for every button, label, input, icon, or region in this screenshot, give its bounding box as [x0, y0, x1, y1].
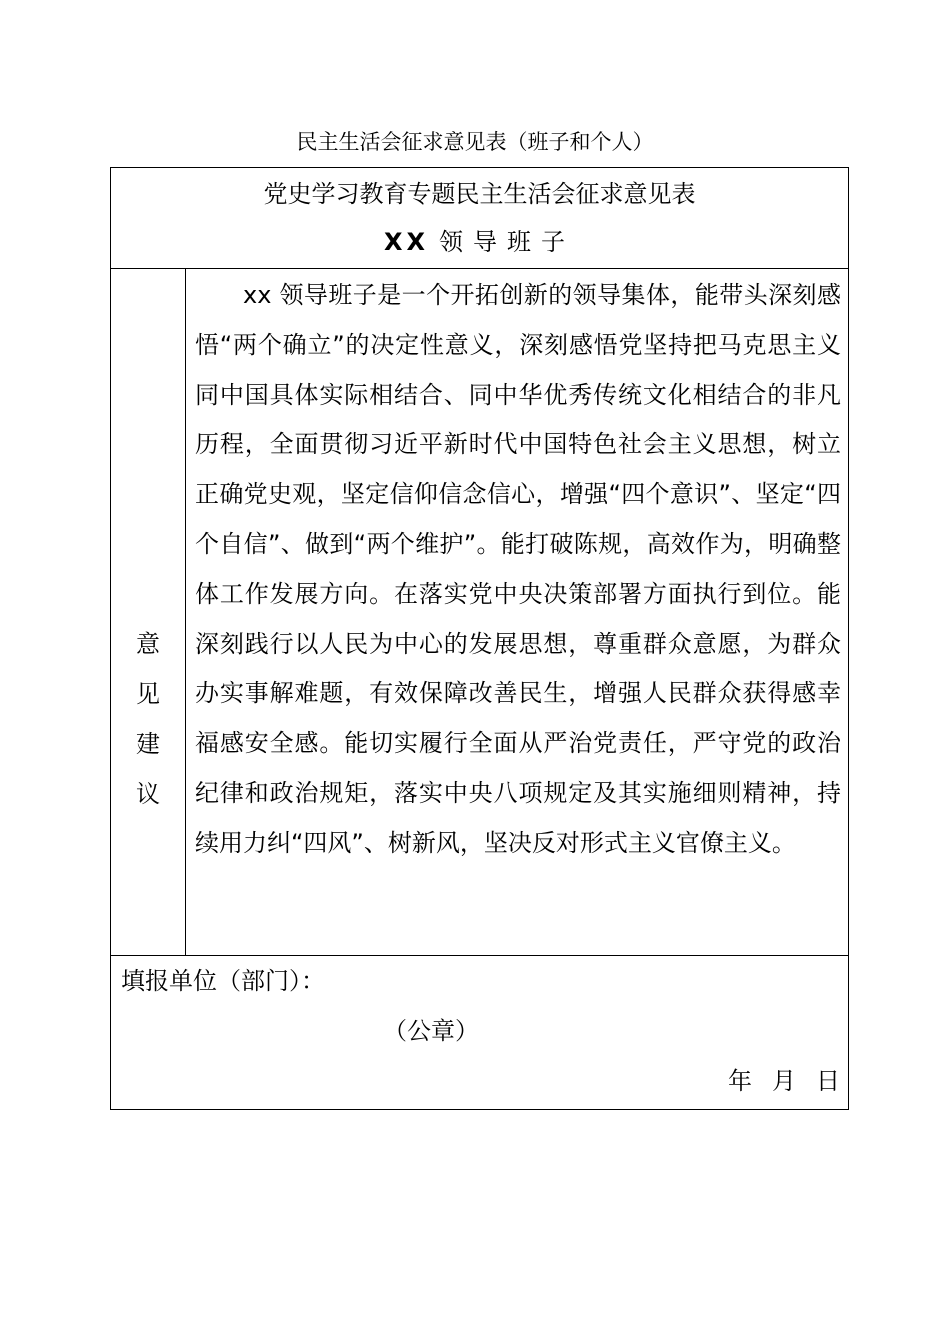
- opinion-label-char: 建: [136, 730, 160, 758]
- opinion-label-char: 见: [136, 680, 160, 708]
- unit-name: 领导班子: [439, 228, 575, 256]
- unit-placeholder: XX: [383, 228, 429, 256]
- form-footer: [111, 956, 848, 1109]
- opinion-label-char: 意: [136, 630, 160, 658]
- date-day: 日: [816, 1067, 840, 1095]
- opinion-label: [111, 619, 185, 819]
- date-month: 月: [772, 1067, 796, 1095]
- document-title: 民主生活会征求意见表（班子和个人）: [296, 130, 654, 154]
- date-line: [708, 1066, 840, 1096]
- official-seal-label: （公章）: [383, 1017, 479, 1045]
- reporting-unit-label: 填报单位（部门）：: [121, 967, 325, 995]
- date-year: 年: [728, 1067, 752, 1095]
- opinion-label-cell: [111, 269, 186, 956]
- opinion-content-cell: [186, 269, 848, 956]
- opinion-label-char: 议: [136, 780, 160, 808]
- opinion-content-text: xx 领导班子是一个开拓创新的领导集体，能带头深刻感悟“两个确立”的决定性意义，深刻感悟党坚持把马克思主义同中国具体实际相结合、同中华优秀传统文化相结合的非凡历程，全面贯彻习近平新时代中国特色社会主义思想，树立正确党史观，坚定信仰信念信心，增强“四个意识”、坚定“四个自信”、做到“两个维护”。能打破陈规，高效作为，明确整体工作发展方向。在落实党中央决策部署方面执行到位。能深刻践行以人民为中心的发展思想，尊重群众意愿，为群众办实事解难题，有效保障改善民生，增强人民群众获得感幸福感安全感。能切实履行全面从严治党责任，严守党的政治纪律和政治规矩，落实中央八项规定及其实施细则精神，持续用力纠“四风”、树新风，坚决反对形式主义官僚主义。: [195, 281, 841, 857]
- form-header: [111, 168, 848, 269]
- form-header-unit: [111, 226, 848, 258]
- form-header-title: 党史学习教育专题民主生活会征求意见表: [263, 180, 696, 208]
- opinion-form-table: [110, 167, 849, 1110]
